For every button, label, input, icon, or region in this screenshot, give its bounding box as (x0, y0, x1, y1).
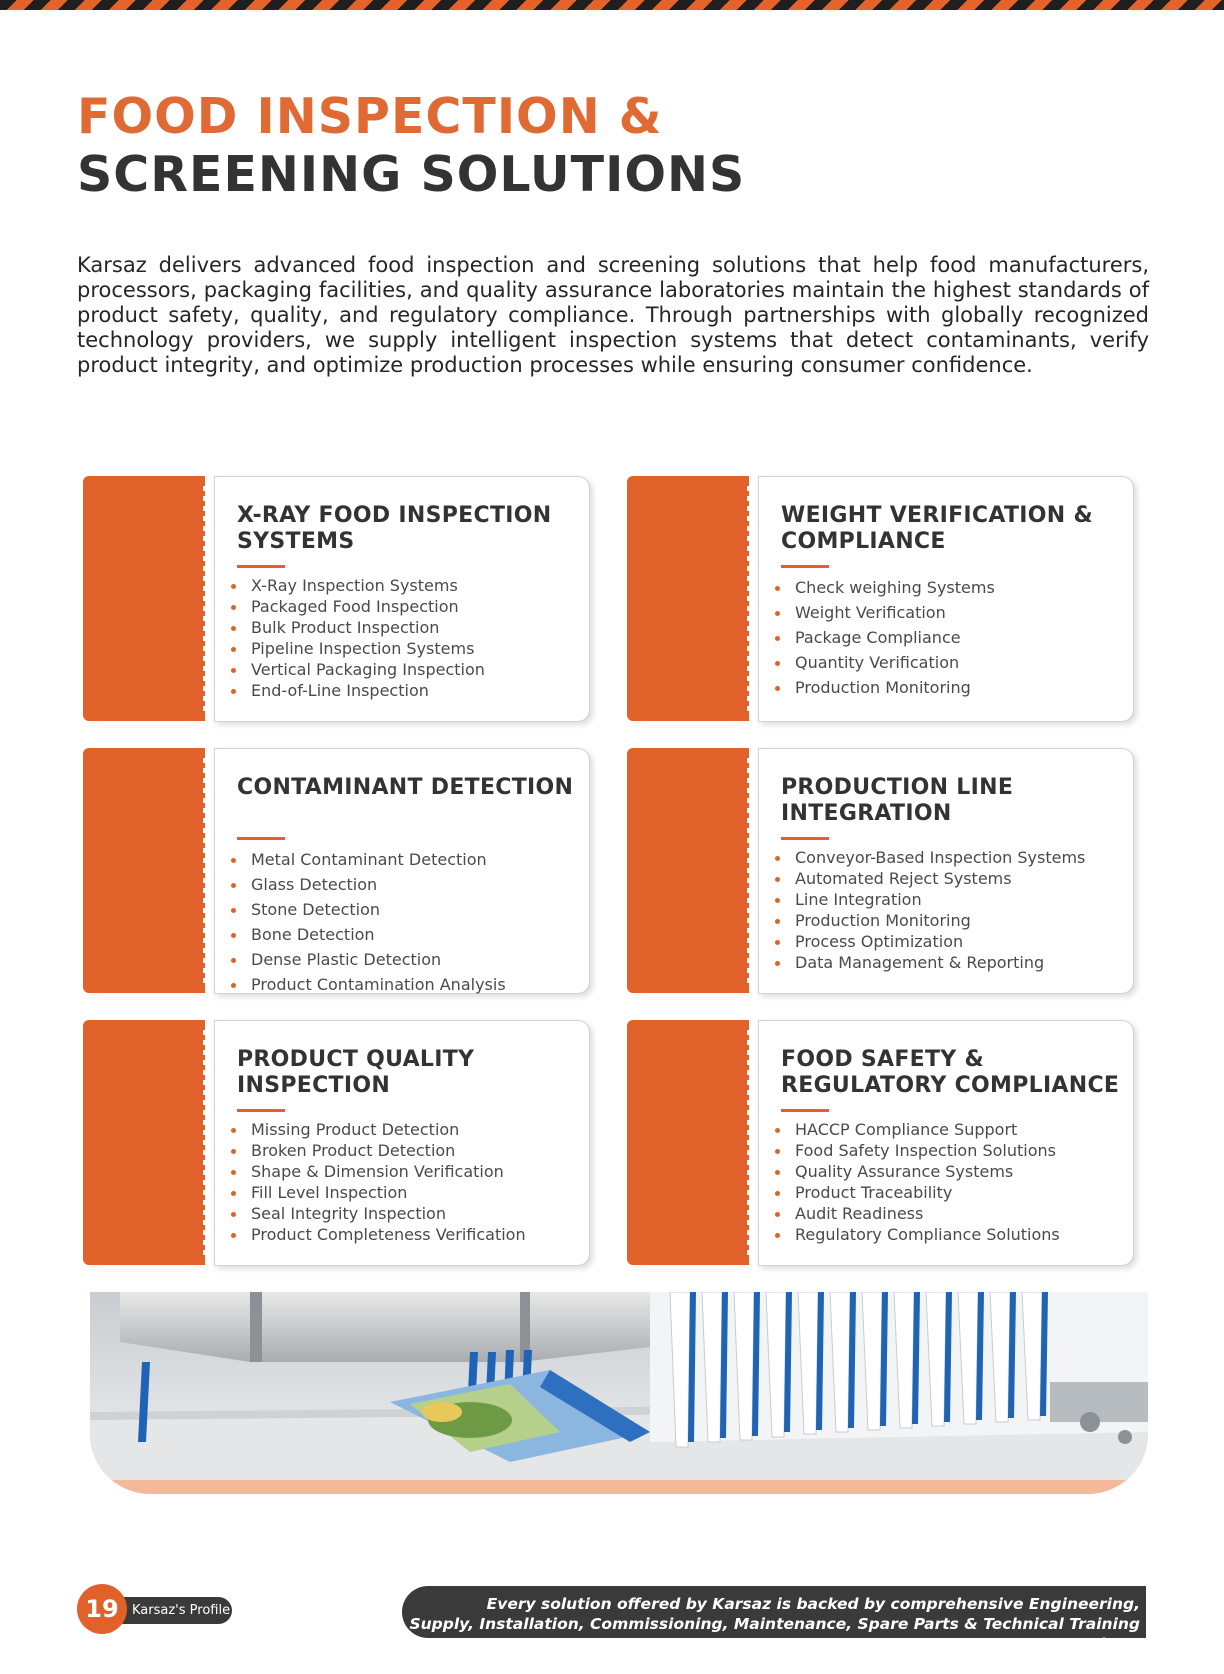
list-item: Bone Detection (229, 922, 579, 947)
list-item: Quantity Verification (773, 650, 1123, 675)
card-list (229, 575, 579, 701)
card-product-quality-inspection (78, 1020, 590, 1266)
card-title-rule (237, 565, 285, 568)
list-item: Bulk Product Inspection (229, 617, 579, 638)
card-panel (214, 748, 590, 994)
card-production-line-integration (622, 748, 1134, 994)
card-list (229, 847, 579, 997)
card-title: CONTAMINANT DETECTION (237, 775, 574, 800)
profile-label: Karsaz's Profile (110, 1597, 232, 1624)
footer-notice-line-2: Supply, Installation, Commissioning, Maintenance, Spare Parts & Technical Training services. (409, 1615, 1140, 1653)
page-title (77, 88, 745, 204)
card-list (773, 575, 1123, 700)
list-item: Missing Product Detection (229, 1119, 579, 1140)
card-accent-bar (83, 748, 205, 993)
card-panel (758, 748, 1134, 994)
card-title: PRODUCTION LINE INTEGRATION (781, 775, 1014, 826)
card-list (773, 847, 1123, 973)
list-item: Dense Plastic Detection (229, 947, 579, 972)
card-title-rule (781, 565, 829, 568)
list-item: Check weighing Systems (773, 575, 1123, 600)
card-accent-bar (627, 748, 749, 993)
card-accent-bar (627, 476, 749, 721)
card-title-rule (781, 837, 829, 840)
list-item: Audit Readiness (773, 1203, 1123, 1224)
footer-notice (402, 1586, 1146, 1653)
list-item: Conveyor-Based Inspection Systems (773, 847, 1123, 868)
list-item: Data Management & Reporting (773, 952, 1123, 973)
list-item: Quality Assurance Systems (773, 1161, 1123, 1182)
list-item: Seal Integrity Inspection (229, 1203, 579, 1224)
card-title-rule (237, 837, 285, 840)
card-title-rule (781, 1109, 829, 1112)
list-item: Regulatory Compliance Solutions (773, 1224, 1123, 1245)
list-item: Package Compliance (773, 625, 1123, 650)
list-item: Line Integration (773, 889, 1123, 910)
card-title: PRODUCT QUALITY INSPECTION (237, 1047, 475, 1098)
footer-notice-line-1: Every solution offered by Karsaz is backed by comprehensive Engineering, (486, 1595, 1140, 1613)
card-panel (758, 476, 1134, 722)
list-item: End-of-Line Inspection (229, 680, 579, 701)
card-panel (758, 1020, 1134, 1266)
list-item: Pipeline Inspection Systems (229, 638, 579, 659)
card-list (229, 1119, 579, 1245)
list-item: Shape & Dimension Verification (229, 1161, 579, 1182)
list-item: Glass Detection (229, 872, 579, 897)
card-panel (214, 1020, 590, 1266)
list-item: Fill Level Inspection (229, 1182, 579, 1203)
card-list (773, 1119, 1123, 1245)
conveyor-inspection-photo (90, 1292, 1148, 1494)
list-item: Weight Verification (773, 600, 1123, 625)
title-line-1: FOOD INSPECTION & (77, 88, 663, 145)
list-item: Broken Product Detection (229, 1140, 579, 1161)
list-item: Product Contamination Analysis (229, 972, 579, 997)
title-line-2: SCREENING SOLUTIONS (77, 146, 746, 203)
list-item: Production Monitoring (773, 675, 1123, 700)
card-food-safety-compliance (622, 1020, 1134, 1266)
list-item: Production Monitoring (773, 910, 1123, 931)
list-item: Product Traceability (773, 1182, 1123, 1203)
hazard-stripe-border (0, 0, 1224, 10)
card-accent-bar (83, 476, 205, 721)
page-number-badge: 19 (77, 1584, 127, 1634)
list-item: Food Safety Inspection Solutions (773, 1140, 1123, 1161)
card-accent-bar (83, 1020, 205, 1265)
list-item: Vertical Packaging Inspection (229, 659, 579, 680)
list-item: Product Completeness Verification (229, 1224, 579, 1245)
conveyor-scene-illustration (90, 1292, 1148, 1480)
card-title-rule (237, 1109, 285, 1112)
list-item: HACCP Compliance Support (773, 1119, 1123, 1140)
card-contaminant-detection (78, 748, 590, 994)
list-item: Stone Detection (229, 897, 579, 922)
list-item: Metal Contaminant Detection (229, 847, 579, 872)
intro-paragraph: Karsaz delivers advanced food inspection and screening solutions that help food manufacturers, processors, packaging facilities, and quality assurance laboratories maintain the highest standards of product safety, quality, and regulatory compliance. Through partnerships with globally recognized technology providers, we supply intelligent inspection systems that detect contaminants, verify product integrity, and optimize production processes while ensuring consumer confidence. (77, 253, 1149, 377)
card-title: X-RAY FOOD INSPECTION SYSTEMS (237, 503, 552, 554)
list-item: X-Ray Inspection Systems (229, 575, 579, 596)
card-weight-verification (622, 476, 1134, 722)
card-title: WEIGHT VERIFICATION & COMPLIANCE (781, 503, 1093, 554)
card-panel (214, 476, 590, 722)
list-item: Automated Reject Systems (773, 868, 1123, 889)
list-item: Process Optimization (773, 931, 1123, 952)
card-title: FOOD SAFETY & REGULATORY COMPLIANCE (781, 1047, 1120, 1098)
card-accent-bar (627, 1020, 749, 1265)
list-item: Packaged Food Inspection (229, 596, 579, 617)
card-xray-inspection (78, 476, 590, 722)
